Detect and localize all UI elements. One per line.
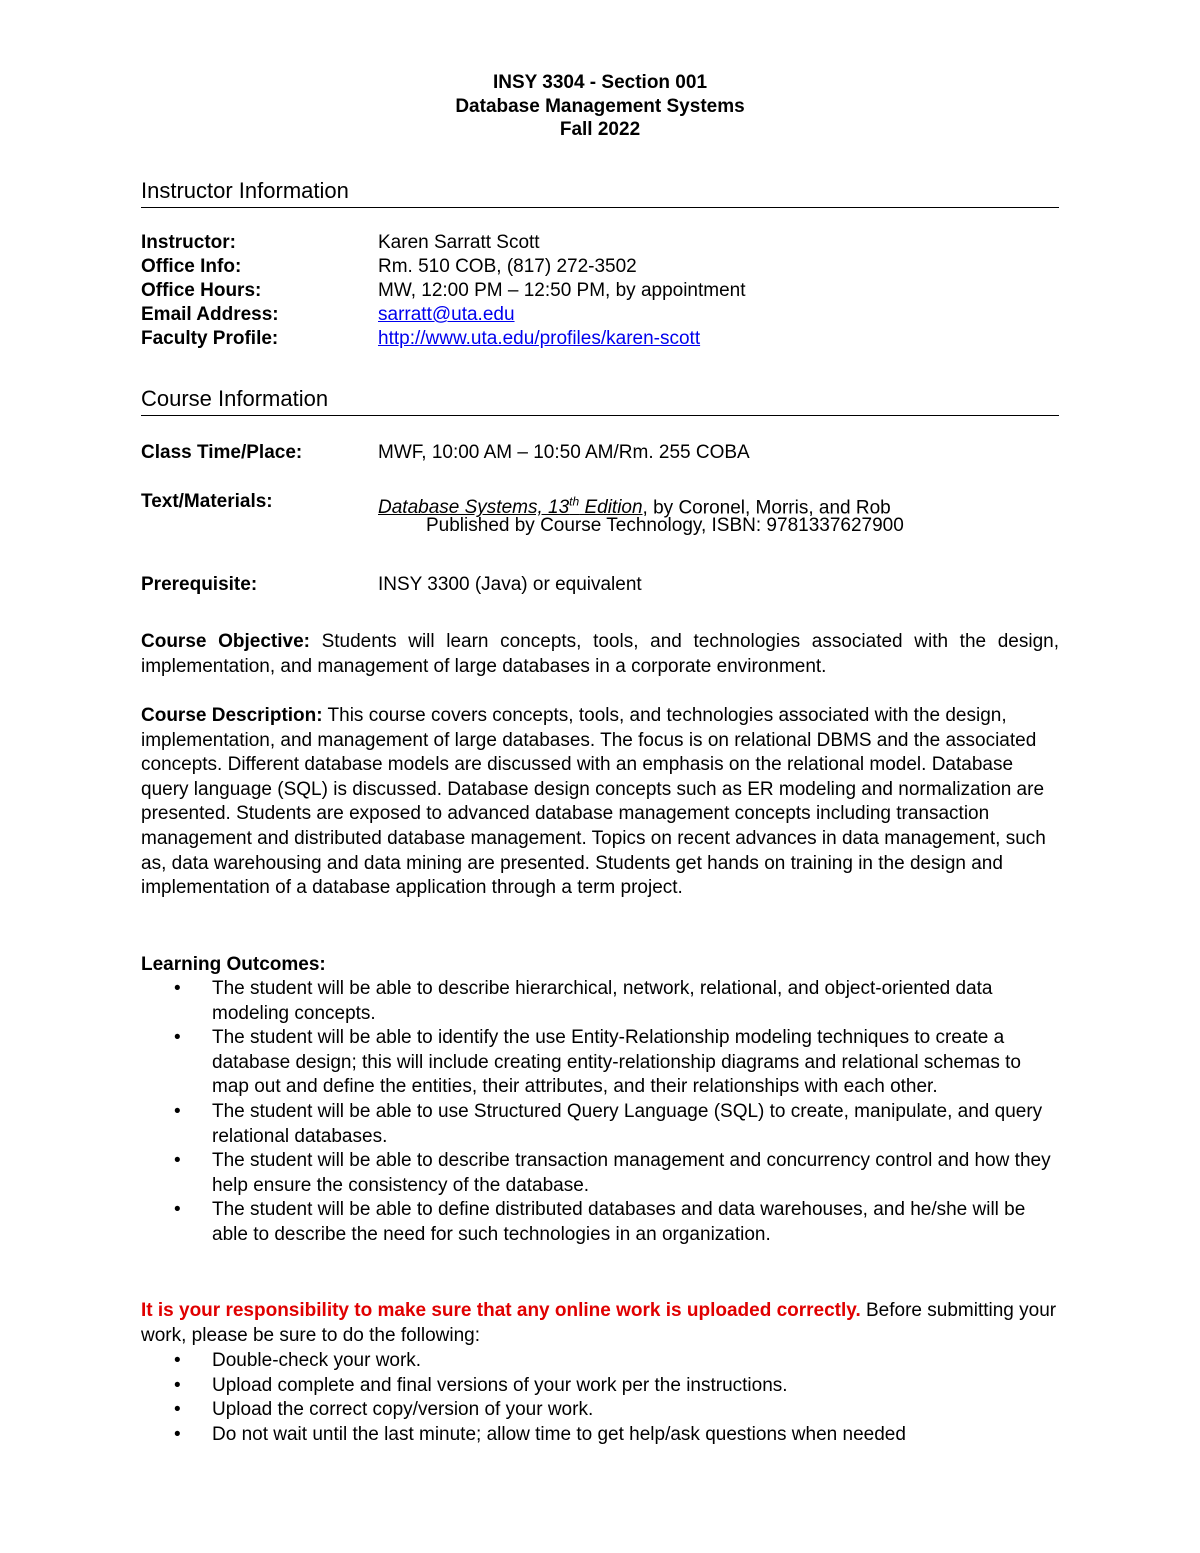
objective-label: Course Objective: xyxy=(141,631,310,652)
responsibility-list xyxy=(141,1349,1059,1447)
textbook-title: Database Systems, 13th Edition xyxy=(378,495,643,519)
list-item: • The student will be able to describe hierarchical, network, relational, and object-oriented data modeling concepts. xyxy=(174,978,993,1024)
bullet-icon: • xyxy=(174,1100,181,1122)
faculty-profile-label: Faculty Profile: xyxy=(141,328,279,349)
list-item: • Upload complete and final versions of your work per the instructions. xyxy=(141,1374,1059,1399)
office-hours-value: MW, 12:00 PM – 12:50 PM, by appointment xyxy=(378,280,746,301)
publisher-line: Published by Course Technology, ISBN: 9781337627900 xyxy=(426,515,904,536)
course-objective xyxy=(141,630,1059,679)
bullet-icon: • xyxy=(174,1374,181,1396)
responsibility-note xyxy=(141,1299,1059,1348)
list-item: • The student will be able to define distributed databases and data warehouses, and he/she will be able to describe the need for such technologies in an organization. xyxy=(174,1199,1026,1245)
class-time-value: MWF, 10:00 AM – 10:50 AM/Rm. 255 COBA xyxy=(378,442,750,463)
list-item: • The student will be able to use Structured Query Language (SQL) to create, manipulate, and query relational databases. xyxy=(174,1100,1043,1147)
responsibility-warning: It is your responsibility to make sure that any online work is uploaded correctly. xyxy=(141,1300,861,1321)
prerequisite-value: INSY 3300 (Java) or equivalent xyxy=(378,574,642,595)
course-title: Database Management Systems xyxy=(455,95,745,117)
bullet-icon: • xyxy=(174,978,181,999)
outcomes-list xyxy=(141,977,1059,1248)
course-section-heading: Course Information xyxy=(141,386,1059,416)
bullet-icon: • xyxy=(174,1350,181,1371)
instructor-value: Karen Sarratt Scott xyxy=(378,232,540,253)
bullet-icon: • xyxy=(174,1423,181,1445)
course-term: Fall 2022 xyxy=(559,119,641,140)
class-time-label: Class Time/Place: xyxy=(141,442,303,463)
course-code: INSY 3304 - Section 001 xyxy=(492,72,708,93)
list-item: • Upload the correct copy/version of your work. xyxy=(141,1398,1059,1423)
email-link[interactable]: sarratt@uta.edu xyxy=(378,304,515,325)
list-item: • The student will be able to identify the use Entity-Relationship modeling techniques to create a database design; this will include creating entity-relationship diagrams and relational schemas to map out and define the entities, their attributes, and their relationships with each other. xyxy=(174,1027,1022,1098)
bullet-icon: • xyxy=(174,1150,181,1172)
faculty-profile-link[interactable]: http://www.uta.edu/profiles/karen-scott xyxy=(378,328,701,349)
prerequisite-label: Prerequisite: xyxy=(141,574,258,595)
email-label: Email Address: xyxy=(141,304,279,325)
outcomes-label: Learning Outcomes: xyxy=(141,954,326,975)
course-description xyxy=(141,704,1059,901)
responsibility-text: Before submitting your work, please be sure to do the following: xyxy=(141,1300,1057,1346)
objective-text: Students will learn concepts, tools, and technologies associated with the design, implementation, and management of large databases in a corporate environment. xyxy=(141,631,1059,677)
description-text: This course covers concepts, tools, and technologies associated with the design, implementation, and management of large databases. The focus is on relational DBMS and the associated concepts. Different database models are discussed with an emphasis on the relational model. Database query language (SQL) is discussed. Database design concepts such as ER modeling and normalization are presented. Students are exposed to advanced database management concepts including transaction management and distributed database management. Topics on recent advances in data management, such as, data warehousing and data mining are presented. Students get hands on training in the design and implementation of a database application through a term project. xyxy=(141,705,1046,899)
office-info-label: Office Info: xyxy=(141,256,242,277)
bullet-icon: • xyxy=(174,1027,181,1049)
list-item: • Double-check your work. xyxy=(141,1349,1059,1374)
instructor-label: Instructor: xyxy=(141,232,236,253)
materials-label: Text/Materials: xyxy=(141,491,273,512)
bullet-icon: • xyxy=(174,1199,181,1221)
office-info-value: Rm. 510 COB, (817) 272-3502 xyxy=(378,256,637,277)
list-item: • The student will be able to describe transaction management and concurrency control and how they help ensure the consistency of the database. xyxy=(174,1150,1051,1196)
instructor-section-heading: Instructor Information xyxy=(141,178,1059,208)
office-hours-label: Office Hours: xyxy=(141,280,262,301)
bullet-icon: • xyxy=(174,1399,181,1421)
document-header xyxy=(0,71,1200,142)
description-label: Course Description: xyxy=(141,705,323,726)
list-item: • Do not wait until the last minute; allow time to get help/ask questions when needed xyxy=(141,1423,1059,1448)
textbook-authors: , by Coronel, Morris, and Rob xyxy=(642,497,891,519)
